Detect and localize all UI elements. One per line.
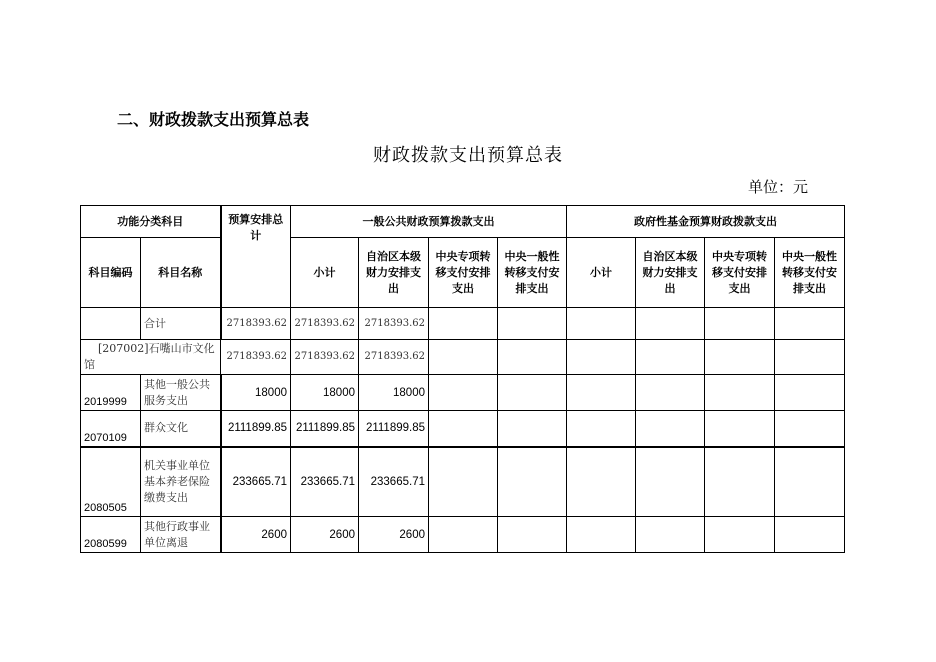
table-row bbox=[81, 308, 845, 340]
cell-g-sub: 233665.71 bbox=[291, 447, 359, 517]
header-sub: 中央专项转移支付安排支出 bbox=[429, 238, 498, 308]
cell-total: 18000 bbox=[221, 375, 291, 411]
cell-g-local: 2600 bbox=[359, 517, 429, 553]
cell-total: 233665.71 bbox=[221, 447, 291, 517]
header-sub: 小计 bbox=[567, 238, 636, 308]
header-fund: 政府性基金预算财政拨款支出 bbox=[567, 206, 845, 238]
header-name: 科目名称 bbox=[141, 238, 221, 308]
header-sub: 自治区本级财力安排支出 bbox=[359, 238, 429, 308]
cell-g-local: 2111899.85 bbox=[359, 411, 429, 447]
row-unit-label: [207002]石嘴山市文化馆 bbox=[81, 340, 221, 375]
table-row bbox=[81, 340, 845, 375]
row-code: 2080505 bbox=[81, 447, 141, 517]
header-sub: 中央一般性转移支付安排支出 bbox=[498, 238, 567, 308]
header-general: 一般公共财政预算拨款支出 bbox=[291, 206, 567, 238]
page-title: 财政拨款支出预算总表 bbox=[373, 145, 563, 166]
cell-g-sub: 2718393.62 bbox=[291, 340, 359, 375]
unit-label: 单位：元 bbox=[748, 178, 809, 196]
budget-table bbox=[80, 205, 845, 553]
row-name: 机关事业单位基本养老保险缴费支出 bbox=[141, 447, 221, 517]
header-sub: 自治区本级财力安排支出 bbox=[636, 238, 705, 308]
cell-g-sub: 2111899.85 bbox=[291, 411, 359, 447]
cell-g-local: 233665.71 bbox=[359, 447, 429, 517]
cell-g-local: 18000 bbox=[359, 375, 429, 411]
header-sub: 中央专项转移支付安排支出 bbox=[705, 238, 775, 308]
table-row bbox=[81, 411, 845, 447]
header-sub: 中央一般性转移支付安排支出 bbox=[775, 238, 845, 308]
cell-total: 2600 bbox=[221, 517, 291, 553]
cell-g-sub: 2718393.62 bbox=[291, 308, 359, 340]
row-name: 群众文化 bbox=[141, 411, 221, 447]
cell-total: 2718393.62 bbox=[221, 340, 291, 375]
row-name: 其他行政事业单位离退 bbox=[141, 517, 221, 553]
header-sub: 小计 bbox=[291, 238, 359, 308]
row-code: 2070109 bbox=[81, 411, 141, 447]
table-row bbox=[81, 447, 845, 517]
cell-total: 2718393.62 bbox=[221, 308, 291, 340]
header-total: 预算安排总计 bbox=[221, 206, 291, 308]
cell-total: 2111899.85 bbox=[221, 411, 291, 447]
cell-g-local: 2718393.62 bbox=[359, 340, 429, 375]
section-heading: 二、财政拨款支出预算总表 bbox=[117, 110, 310, 129]
table-row bbox=[81, 375, 845, 411]
header-code: 科目编码 bbox=[81, 238, 141, 308]
header-func-class: 功能分类科目 bbox=[81, 206, 221, 238]
cell-g-sub: 18000 bbox=[291, 375, 359, 411]
row-name: 其他一般公共服务支出 bbox=[141, 375, 221, 411]
row-name: 合计 bbox=[141, 308, 221, 340]
table-row bbox=[81, 517, 845, 553]
cell-g-local: 2718393.62 bbox=[359, 308, 429, 340]
row-code: 2019999 bbox=[81, 375, 141, 411]
row-code: 2080599 bbox=[81, 517, 141, 553]
cell-g-sub: 2600 bbox=[291, 517, 359, 553]
